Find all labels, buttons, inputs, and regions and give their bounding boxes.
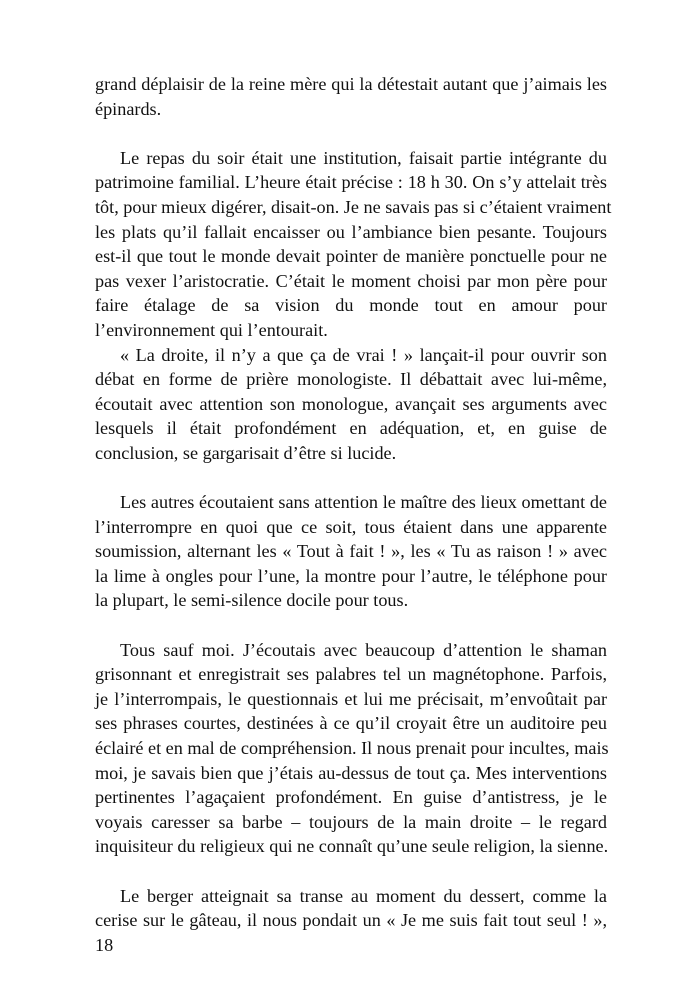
text-line: lesquels il était profondément en adéquation, et, en guise de <box>95 418 607 439</box>
text-line: la plupart, le semi-silence docile pour tous. <box>95 590 409 611</box>
text-line: Tous sauf moi. J’écoutais avec beaucoup d’attention le shaman <box>120 639 607 660</box>
text-line: soumission, alternant les « Tout à fait ! », les « Tu as raison ! » avec <box>95 541 607 562</box>
book-page <box>95 72 612 957</box>
text-line: pertinentes l’agaçaient profondément. En guise d’antistress, je le <box>95 787 607 808</box>
text-line: Le berger atteignait sa transe au moment du dessert, comme la <box>120 885 607 906</box>
text-line: grand déplaisir de la reine mère qui la détestait autant que j’aimais les <box>95 74 607 94</box>
text-line: épinards. <box>95 98 162 119</box>
paragraph-1 <box>95 72 607 121</box>
text-line: les plats qu’il fallait encaisser ou l’ambiance bien pesante. Toujours <box>95 221 607 242</box>
text-line: débat en forme de prière monologiste. Il débattait avec lui-même, <box>95 369 607 390</box>
paragraph-4 <box>95 490 607 613</box>
text-line: Le repas du soir était une institution, faisait partie intégrante du <box>120 147 607 168</box>
text-line: écoutait avec attention son monologue, avançait ses arguments avec <box>95 393 607 414</box>
paragraph-5 <box>95 638 607 859</box>
text-line: l’interrompre en quoi que ce soit, tous étaient dans une apparente <box>95 516 607 537</box>
text-line: faire étalage de sa vision du monde tout en amour pour <box>95 295 607 316</box>
text-line: je l’interrompais, le questionnais et lui me précisait, m’envoûtait par <box>95 688 607 709</box>
text-line: inquisiteur du religieux qui ne connaît qu’une seule religion, la sienne. <box>95 836 609 857</box>
paragraph-3 <box>95 343 607 466</box>
text-line: l’environnement qui l’entourait. <box>95 319 328 340</box>
text-line: cerise sur le gâteau, il nous pondait un « Je me suis fait tout seul ! », <box>95 910 607 931</box>
text-line: voyais caresser sa barbe – toujours de la main droite – le regard <box>95 811 607 832</box>
text-line: tôt, pour mieux digérer, disait-on. Je ne savais pas si c’étaient vraiment <box>95 196 612 217</box>
paragraph-2 <box>95 146 612 343</box>
text-line: Les autres écoutaient sans attention le maître des lieux omettant de <box>120 492 607 513</box>
text-line: grisonnant et enregistrait ses palabres tel un magnétophone. Parfois, <box>95 664 607 685</box>
text-line: moi, je savais bien que j’étais au-dessus de tout ça. Mes interventions <box>95 762 607 783</box>
text-line: est-il que tout le monde devait pointer de manière ponctuelle pour ne <box>95 246 607 267</box>
text-line: conclusion, se gargarisait d’être si lucide. <box>95 442 397 463</box>
paragraph-6 <box>95 884 607 933</box>
text-line: la lime à ongles pour l’une, la montre pour l’autre, le téléphone pour <box>95 565 607 586</box>
text-line: éclairé et en mal de compréhension. Il nous prenait pour incultes, mais <box>95 738 609 759</box>
text-line: « La droite, il n’y a que ça de vrai ! » lançait-il pour ouvrir son <box>120 344 607 365</box>
page-number: 18 <box>95 934 114 955</box>
text-line: patrimoine familial. L’heure était précise : 18 h 30. On s’y attelait très <box>95 172 607 193</box>
text-line: pas vexer l’aristocratie. C’était le moment choisi par mon père pour <box>95 270 607 291</box>
text-line: ses phrases courtes, destinées à ce qu’il croyait être un auditoire peu <box>95 713 607 734</box>
